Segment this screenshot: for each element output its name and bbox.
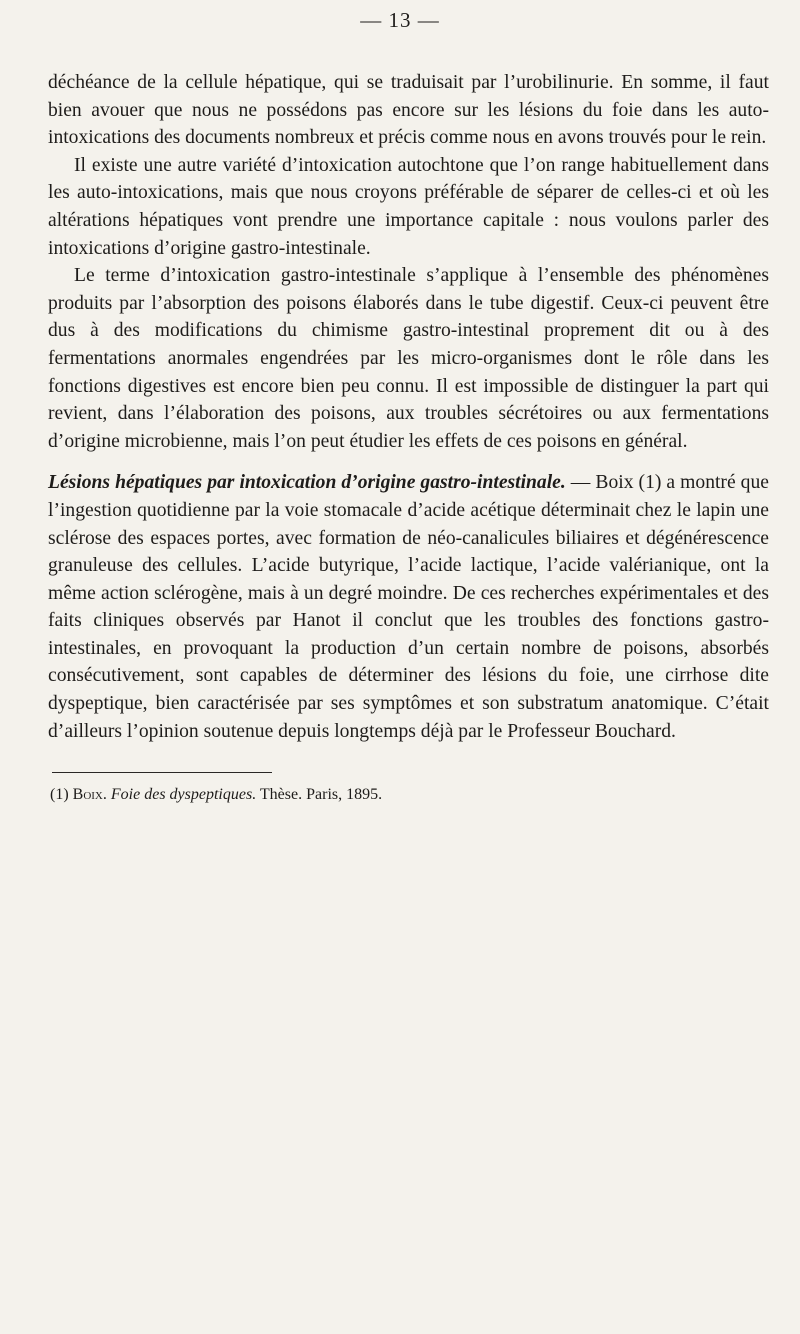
page-number: — 13 — <box>360 8 440 32</box>
section-title: Lésions hépatiques par intoxication d’origine gastro-intestinale. <box>48 472 566 494</box>
paragraph-1: déchéance de la cellule hépatique, qui se traduisait par l’urobilinurie. En somme, il faut bien avouer que nous ne possédons pas encore sur les lésions du foie dans les auto-intoxications des documents nombreux et précis comme nous en avons trouvés pour le rein. <box>48 72 769 149</box>
footnote-author: Boix. <box>72 786 107 803</box>
paragraph-4-text: — Boix (1) a montré que l’ingestion quotidienne par la voie stomacale d’acide acétique déterminait chez le lapin une sclérose des espaces portes, avec formation de néo-canalicules biliaires et dégénérescence granuleuse des cellules. L’acide butyrique, l’acide lactique, l’acide valérianique, ont la même action sclérogène, mais à un degré moindre. De ces recherches expérimentales et des faits cliniques observés par Hanot il conclut que les troubles des fonctions gastro-intestinales, en provoquant la production d’un certain nombre de poisons, absorbés consécutivement, sont capables de déterminer des lésions du foie, une cirrhose dite dyspeptique, bien caractérisée par ses symptômes et son substratum anatomique. C’était d’ailleurs l’opinion soutenue depuis longtemps déjà par le Professeur Bouchard. <box>48 472 769 742</box>
footnote-publication: Thèse. Paris, 1895. <box>259 786 383 803</box>
footnote-title: Foie des dyspeptiques. <box>110 786 257 803</box>
paragraph-3: Le terme d’intoxication gastro-intestinale s’applique à l’ensemble des phénomènes produits par l’absorption des poisons élaborés dans le tube digestif. Ceux-ci peuvent être dus à des modifications du chimisme gastro-intestinal proprement dit ou à des fermentations anormales engendrées par les micro-organismes dont le rôle dans les fonctions digestives est encore bien peu connu. Il est impossible de distinguer la part qui revient, dans l’élaboration des poisons, aux troubles sécrétoires ou aux fermentations d’origine microbienne, mais l’on peut étudier les effets de ces poisons en général. <box>48 265 769 452</box>
paragraph-4 <box>48 469 769 745</box>
paragraph-2: Il existe une autre variété d’intoxication autochtone que l’on range habituellement dans les auto-intoxications, mais que nous croyons préférable de séparer de celles-ci et où les altérations hépatiques vont prendre une importance capitale : nous voulons parler des intoxications d’origine gastro-intestinale. <box>48 154 769 259</box>
footnote <box>50 784 770 806</box>
footnote-divider <box>52 772 272 773</box>
body-text <box>48 69 769 745</box>
footnote-marker: (1) <box>50 786 69 803</box>
